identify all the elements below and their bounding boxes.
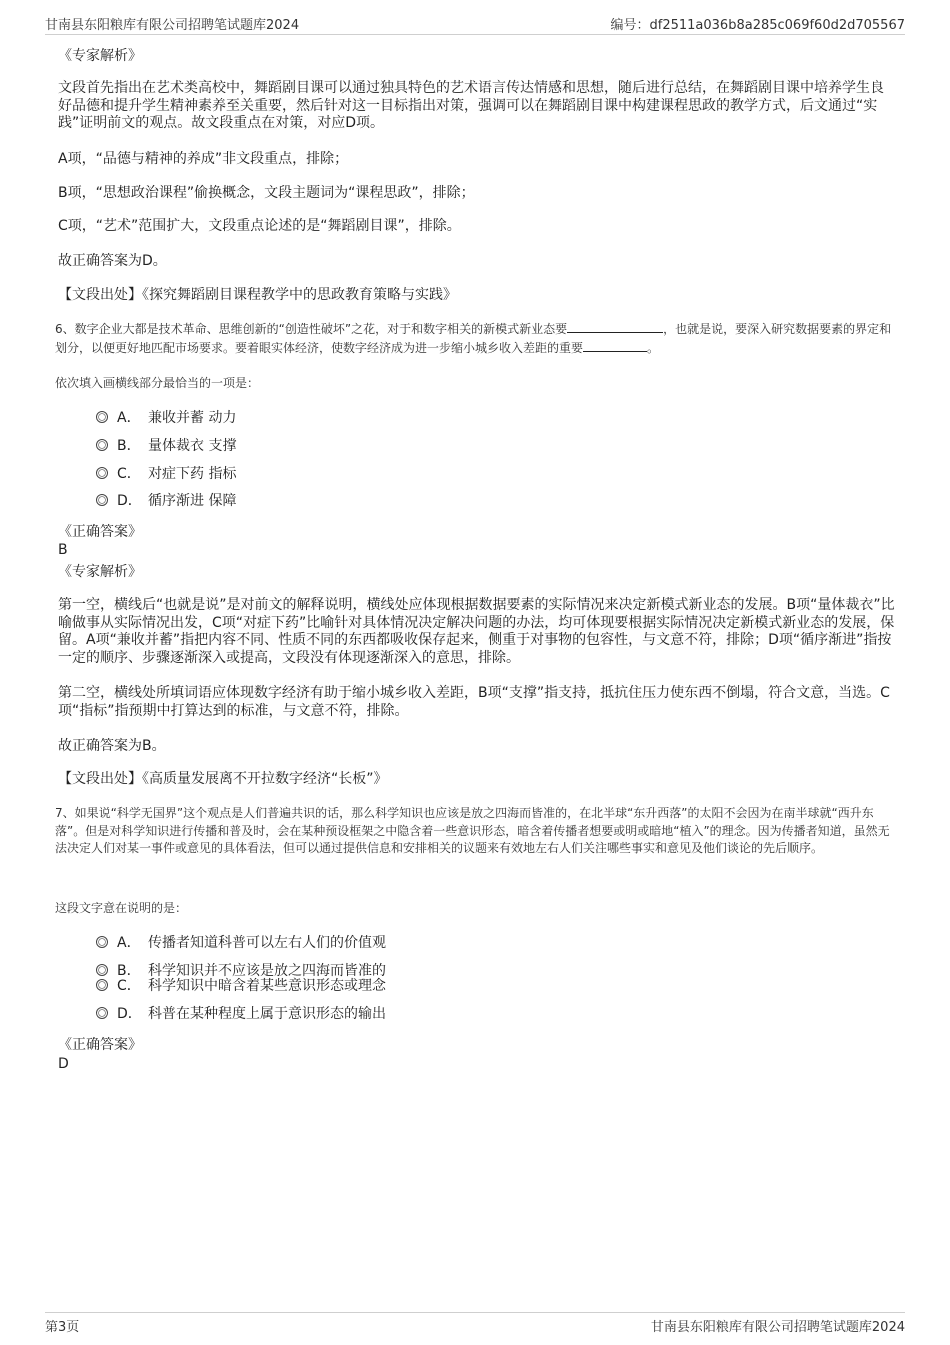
analysis-paragraph-2: 第二空，横线处所填词语应体现数字经济有助于缩小城乡收入差距，B项“支撑”指支持，抵抗住压力使东西不倒塌，符合文意，当选。C项“指标”指预期中打算达到的标准，与文意不符，排除。: [58, 685, 890, 719]
q6-option-a[interactable]: A． 兼收并蓄 动力: [96, 408, 236, 428]
correct-answer-label: 《正确答案》: [58, 524, 142, 540]
q6-option-b[interactable]: B． 量体裁衣 支撑: [96, 436, 236, 456]
analysis-paragraph-1: 第一空，横线后“也就是说”是对前文的解释说明，横线处应体现根据数据要素的实际情况来决定新模式新业态的发展。B项“量体裁衣”比喻做事从实际情况出发，C项“对症下药”比喻针对具体情况决定解决问题的办法，均可体现要根据实际情况决定新模式新业态的发展，保留。A项“兼收并蓄”指把内容不同、性质不同的东西都吸收保存起来，侧重于对事物的包容性，与文意不符，排除；D项“循序渐进”指按一定的顺序、步骤逐渐深入或提高，文段没有体现逐渐深入的意思，排除。: [58, 597, 895, 666]
q7-option-c[interactable]: C． 科学知识中暗含着某些意识形态或理念: [96, 976, 386, 996]
analysis-option-a: A项，“品德与精神的养成”非文段重点，排除；: [58, 151, 349, 167]
radio-button-icon[interactable]: [96, 964, 108, 976]
analysis-paragraph: 文段首先指出在艺术类高校中，舞蹈剧目课可以通过独具特色的艺术语言传达情感和思想，随后进行总结，在舞蹈剧目课中培养学生良好品德和提升学生精神素养至关重要，然后针对这一目标指出对策，强调可以在舞蹈剧目课中构建课程思政的教学方式，后文通过“实践”证明前文的观点。故文段重点在对策，对应D项。: [58, 80, 884, 131]
correct-answer: D: [58, 1056, 69, 1072]
analysis-option-b: B项，“思想政治课程”偷换概念，文段主题词为“课程思政”，排除；: [58, 185, 475, 201]
radio-button-icon[interactable]: [96, 439, 108, 451]
radio-button-icon[interactable]: [96, 411, 108, 423]
radio-button-icon[interactable]: [96, 979, 108, 991]
document-id: 编号：df2511a036b8a285c069f60d2d705567: [610, 18, 905, 33]
question-6-stem: 6、数字企业大都是技术革命、思维创新的“创造性破坏”之花，对于和数字相关的新模式新业态要 ，也就是说，要深入研究数据要素的界定和划分，以便更好地匹配市场要求。要着眼实体经济，使数字经济成为进一步缩小城乡收入差距的重要 。: [55, 322, 892, 355]
header-title: 甘南县东阳粮库有限公司招聘笔试题库2024: [45, 18, 300, 33]
blank-line: [567, 320, 663, 333]
q7-option-b[interactable]: B． 科学知识并不应该是放之四海而皆准的: [96, 961, 386, 981]
radio-button-icon[interactable]: [96, 467, 108, 479]
correct-answer: B: [58, 542, 68, 558]
answer-conclusion: 故正确答案为B。: [58, 738, 166, 754]
footer-title: 甘南县东阳粮库有限公司招聘笔试题库2024: [650, 1320, 905, 1335]
q7-option-a[interactable]: A． 传播者知道科普可以左右人们的价值观: [96, 933, 386, 953]
q6-option-d[interactable]: D． 循序渐进 保障: [96, 491, 236, 511]
passage-source: 【文段出处】《高质量发展离不开拉数字经济“长板”》: [58, 771, 388, 787]
question-7-stem: 7、如果说“科学无国界”这个观点是人们普遍共识的话，那么科学知识也应该是放之四海而皆准的，在北半球“东升西落”的太阳不会因为在南半球就“西升东落”。但是对科学知识进行传播和普及时，会在某种预设框架之中隐含着一些意识形态，暗含着传播者想要或明或暗地“植入”的理念。因为传播者知道，虽然无法决定人们对某一事件或意见的具体看法，但可以通过提供信息和安排相关的议题来有效地左右人们关注哪些事实和意见及他们谈论的先后顺序。: [55, 806, 890, 855]
radio-button-icon[interactable]: [96, 494, 108, 506]
page-header: [45, 14, 905, 35]
expert-analysis-label: 《专家解析》: [58, 564, 142, 580]
blank-line: [583, 339, 647, 352]
radio-button-icon[interactable]: [96, 1007, 108, 1019]
question-7-prompt: 这段文字意在说明的是：: [55, 901, 188, 915]
correct-answer-label: 《正确答案》: [58, 1037, 142, 1053]
radio-button-icon[interactable]: [96, 936, 108, 948]
analysis-option-c: C项，“艺术”范围扩大，文段重点论述的是“舞蹈剧目课”，排除。: [58, 218, 461, 234]
q7-option-d[interactable]: D． 科普在某种程度上属于意识形态的输出: [96, 1004, 386, 1024]
page-number: 第3页: [45, 1320, 80, 1335]
question-6-prompt: 依次填入画横线部分最恰当的一项是：: [55, 376, 260, 390]
q6-option-c[interactable]: C． 对症下药 指标: [96, 464, 236, 484]
page-footer: [45, 1312, 905, 1336]
answer-conclusion: 故正确答案为D。: [58, 253, 167, 269]
passage-source: 【文段出处】《探究舞蹈剧目课程教学中的思政教育策略与实践》: [58, 287, 457, 303]
expert-analysis-label: 《专家解析》: [58, 48, 142, 64]
